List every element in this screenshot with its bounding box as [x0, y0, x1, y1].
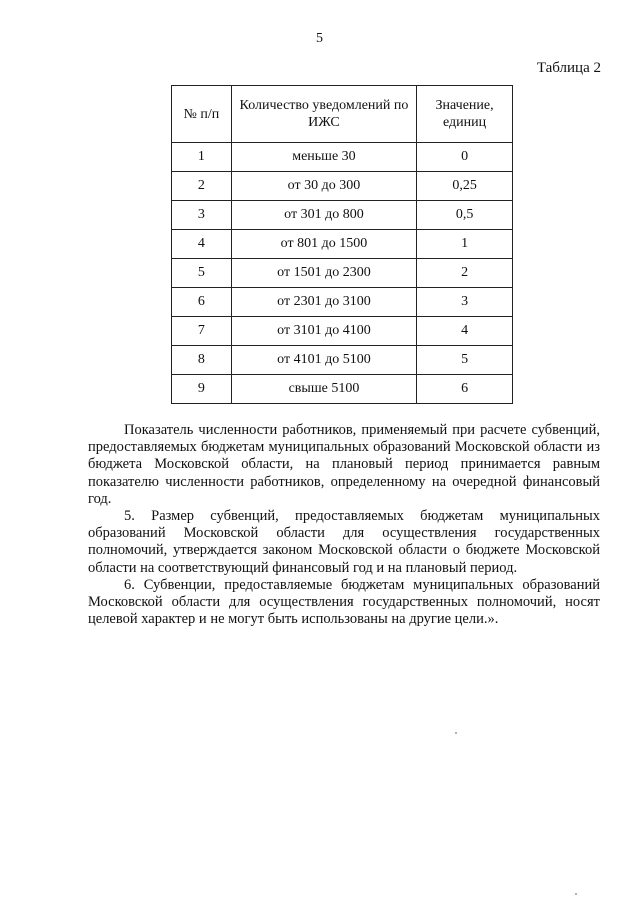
paragraph: 5. Размер субвенций, предоставляемых бюджетам муниципальных образований Московской области для осуществления государственных полномочий, утверждается законом Московской области о бюджете Московской области на соответствующий финансовый год и на плановый период. [88, 508, 600, 576]
row-value: 4 [417, 317, 513, 346]
row-notifications-range: от 4101 до 5100 [231, 346, 416, 375]
scan-speck [575, 893, 577, 895]
table-row [172, 375, 513, 404]
row-value: 1 [417, 230, 513, 259]
row-notifications-range: меньше 30 [231, 143, 416, 172]
row-notifications-range: от 30 до 300 [231, 172, 416, 201]
row-value: 0,25 [417, 172, 513, 201]
table-row [172, 201, 513, 230]
table-row [172, 259, 513, 288]
data-table [171, 85, 513, 404]
header-number: № п/п [172, 86, 232, 143]
row-notifications-range: от 3101 до 4100 [231, 317, 416, 346]
row-value: 0 [417, 143, 513, 172]
table-row [172, 346, 513, 375]
table-caption: Таблица 2 [536, 60, 601, 76]
row-value: 3 [417, 288, 513, 317]
row-notifications-range: свыше 5100 [231, 375, 416, 404]
table-header-row [172, 86, 513, 143]
row-notifications-range: от 801 до 1500 [231, 230, 416, 259]
row-number: 3 [172, 201, 232, 230]
table-row [172, 143, 513, 172]
row-number: 7 [172, 317, 232, 346]
paragraph: 6. Субвенции, предоставляемые бюджетам муниципальных образований Московской области для осуществления государственных полномочий, носят целевой характер и не могут быть использованы на другие цели.». [88, 576, 600, 628]
row-number: 2 [172, 172, 232, 201]
body-text [88, 422, 600, 628]
table-row [172, 230, 513, 259]
row-value: 0,5 [417, 201, 513, 230]
table-body [172, 143, 513, 404]
row-value: 2 [417, 259, 513, 288]
scan-speck [455, 732, 457, 734]
row-number: 8 [172, 346, 232, 375]
table-row [172, 288, 513, 317]
page-number: 5 [316, 31, 323, 46]
table-row [172, 317, 513, 346]
row-number: 1 [172, 143, 232, 172]
row-notifications-range: от 2301 до 3100 [231, 288, 416, 317]
row-number: 6 [172, 288, 232, 317]
row-value: 6 [417, 375, 513, 404]
row-notifications-range: от 301 до 800 [231, 201, 416, 230]
header-notifications-count: Количество уведомлений по ИЖС [231, 86, 416, 143]
paragraph: Показатель численности работников, применяемый при расчете субвенций, предоставляемых бюджетам муниципальных образований Московской области из бюджета Московской области, на плановый период принимается равным показателю численности работников, определенному на очередной финансовый год. [88, 422, 600, 507]
row-number: 5 [172, 259, 232, 288]
row-notifications-range: от 1501 до 2300 [231, 259, 416, 288]
row-number: 4 [172, 230, 232, 259]
row-number: 9 [172, 375, 232, 404]
row-value: 5 [417, 346, 513, 375]
table-row [172, 172, 513, 201]
header-value: Значение, единиц [417, 86, 513, 143]
